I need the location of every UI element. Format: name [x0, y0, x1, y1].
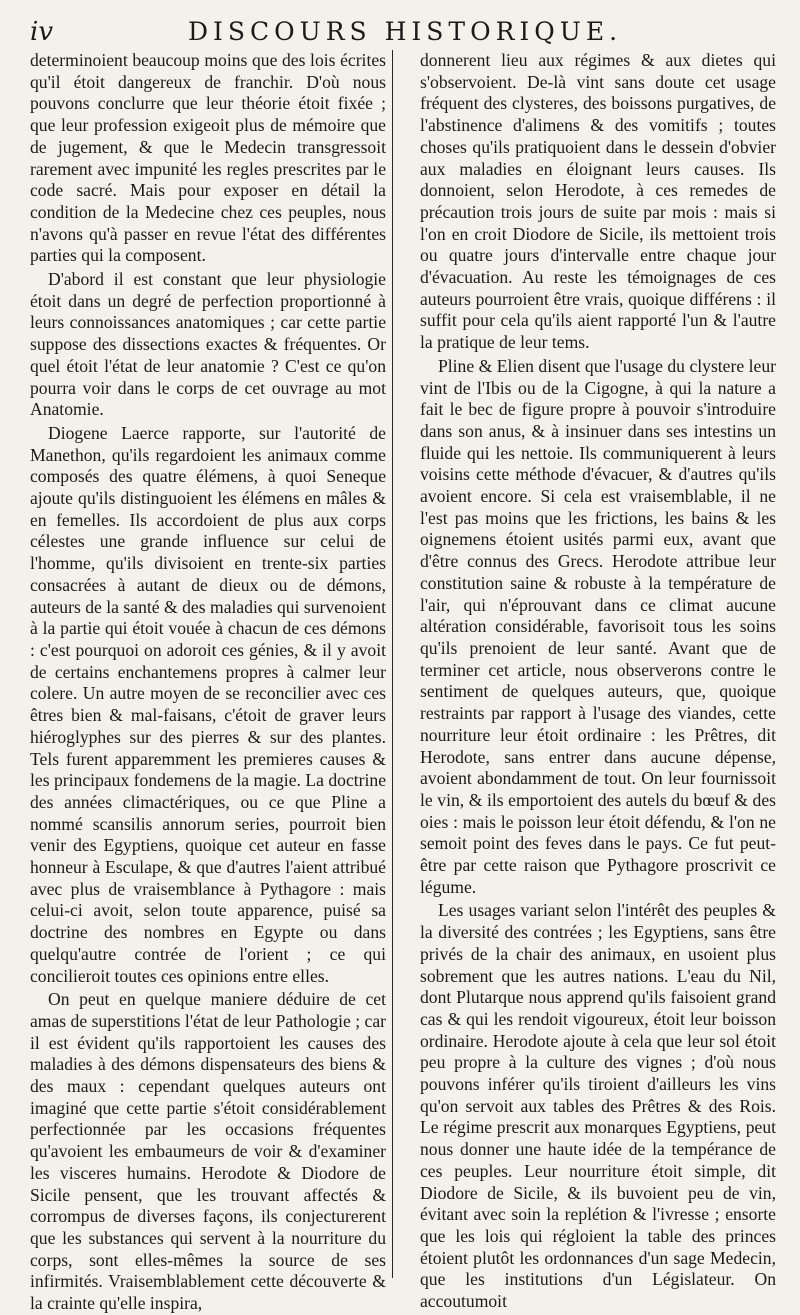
- paragraph: donnerent lieu aux régimes & aux dietes qui s'observoient. De-là vint sans doute cet usage fréquent des clysteres, des boissons purgatives, de l'abstinence d'alimens & des vomitifs ; toutes choses qu'ils pratiquoient dans le dessein d'obvier aux maladies en éloignant leurs causes. Ils donnoient, selon Herodote, à ces remedes de précaution trois jours de suite par mois : mais si l'on en croit Diodore de Sicile, ils mettoient trois ou quatre jours d'intervalle entre chaque jour d'évacuation. Au reste les témoignages de ces auteurs pourroient être vrais, quoique différens : il suffit pour cela qu'ils aient rapporté l'un & l'autre la pratique de leur tems.: [420, 50, 776, 353]
- paragraph: On peut en quelque maniere déduire de cet amas de superstitions l'état de leur Pathologie ; car il est évident qu'ils rapportoient les causes des maladies à des démons dispensateurs des biens & des maux : cependant quelques auteurs ont imaginé que cette partie s'étoit considérablement perfectionnée par les occasions fréquentes qu'avoient les embaumeurs de voir & d'examiner les visceres humains. Herodote & Diodore de Sicile pensent, que les trouvant affectés & corrompus de diverses façons, ils conjecturerent que les substances qui servent à la nourriture du corps, sont elles-mêmes la source de ses infirmités. Vraisemblablement cette découverte & la crainte qu'elle inspira,: [30, 989, 386, 1314]
- paragraph: Diogene Laerce rapporte, sur l'autorité de Manethon, qu'ils regardoient les animaux comme composés des quatre élémens, à quoi Seneque ajoute qu'ils distinguoient les élémens en mâles & en femelles. Ils accordoient de plus aux corps célestes une grande influence sur celui de l'homme, qu'ils divisoient en trente-six parties consacrées à autant de dieux ou de démons, auteurs de la santé & des maladies qui survenoient à la partie qui étoit vouée à chacun de ces démons : c'est pourquoi on adoroit ces génies, & il y avoit de certains enchantemens propres à calmer leur colere. Un autre moyen de se reconcilier avec ces êtres bien & mal-faisans, c'étoit de graver leurs hiéroglyphes sur des pierres & sur des plantes. Tels furent apparemment les premieres causes & les principaux fondemens de la magie. La doctrine des années climactériques, ou ce que Pline a nommé scansilis annorum series, pourroit bien venir des Egyptiens, quoique cet auteur en fasse honneur à Esculape, & que d'autres l'aient attribué avec plus de vraisemblance à Pythagore : mais celui-ci avoit, selon toute apparence, puisé sa doctrine des nombres en Egypte ou dans quelqu'autre contrée de l'orient ; ce qui concilieroit toutes ces opinions entre elles.: [30, 422, 386, 986]
- running-title: DISCOURS HISTORIQUE.: [187, 17, 623, 46]
- right-column: [420, 50, 776, 1312]
- paragraph: Pline & Elien disent que l'usage du clystere leur vint de l'Ibis ou de la Cigogne, à qui la nature a fait le bec de figure propre à pouvoir s'introduire dans son anus, & à insinuer dans ses intestins un fluide qui les nettoie. Ils communiquerent à leurs voisins cette méthode d'évacuer, & d'autres qu'ils avoient encore. Si cela est vraisemblable, il ne l'est pas moins que les frictions, les bains & les oignemens étoient usités parmi eux, avant que d'être connus des Grecs. Herodote attribue leur constitution saine & robuste à la température de l'air, qui n'éprouvant dans ce climat aucune altération considérable, favorisoit tous les soins qu'ils prenoient de leur santé. Avant que de terminer cet article, nous observerons contre le sentiment de quelques auteurs, que, quoique restraints par rapport à l'usage des viandes, cette nourriture leur étoit ordinaire : les Prêtres, dit Herodote, sans entrer dans aucune dépense, avoient abondamment de tout. On leur fournissoit le vin, & ils emportoient des autels du bœuf & des oies : mais le poisson leur étoit défendu, & l'on ne semoit point des feves dans le pays. Ce fut peut-être par cette raison que Pythagore proscrivit ce légume.: [420, 355, 776, 897]
- text-columns: [30, 50, 776, 1314]
- paragraph: D'abord il est constant que leur physiologie étoit dans un degré de perfection proportionné à leurs connoissances anatomiques ; car cette partie suppose des dissections exactes & fréquentes. Or quel étoit l'état de leur anatomie ? C'est ce qu'on pourra voir dans le corps de cet ouvrage au mot Anatomie.: [30, 269, 386, 420]
- page-header: [30, 16, 780, 50]
- paragraph: Les usages variant selon l'intérêt des peuples & la diversité des contrées ; les Egyptiens, sans être privés de la chair des animaux, en usoient plus sobrement que les autres nations. L'eau du Nil, dont Plutarque nous apprend qu'ils faisoient grand cas & qui les rendoit vigoureux, étoit leur boisson ordinaire. Herodote ajoute à cela que leur sol étoit peu propre à la culture des vignes ; d'où nous pouvons inférer qu'ils tiroient d'ailleurs les vins qu'on servoit aux tables des Prêtres & des Rois. Le régime prescrit aux monarques Egyptiens, peut nous donner une haute idée de la tempérance de ces peuples. Leur nourriture étoit simple, dit Diodore de Sicile, & ils buvoient peu de vin, évitant avec soin la replétion & l'ivresse ; ensorte que les lois qui régloient la table des princes étoient plutôt les ordonnances d'un sage Medecin, que les institutions d'un Législateur. On accoutumoit: [420, 900, 776, 1312]
- page-number: iv: [30, 17, 54, 47]
- paragraph: determinoient beaucoup moins que des lois écrites qu'il étoit dangereux de franchir. D'où nous pouvons conclurre que leur théorie étoit fixée ; que leur profession exigeoit plus de mémoire que de jugement, & que le Medecin transgressoit rarement avec impunité les regles prescrites par le code sacré. Mais pour exposer en détail la condition de la Medecine chez ces peuples, nous n'avons qu'à passer en revue l'état des différentes parties qui la composent.: [30, 50, 386, 266]
- left-column: [30, 50, 386, 1314]
